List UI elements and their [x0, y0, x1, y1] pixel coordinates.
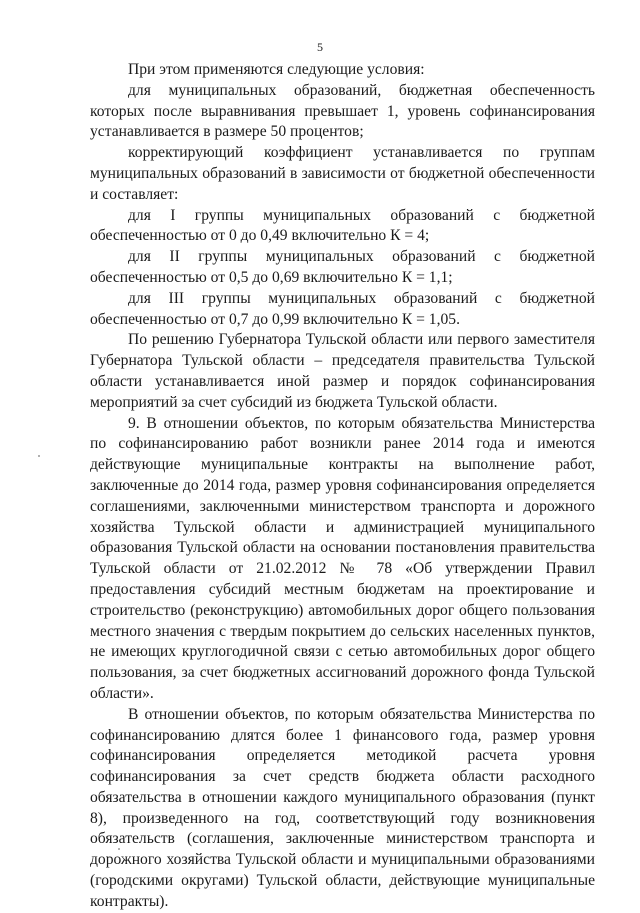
scan-speck: [38, 455, 40, 457]
paragraph-group-1: для I группы муниципальных образований с бюджетной обеспеченностью от 0 до 0,49 включительно К = 4;: [90, 206, 595, 245]
paragraph-conditions-intro: При этом применяются следующие условия:: [128, 61, 425, 78]
scan-speck: [118, 848, 120, 850]
paragraph-governor-decision: По решению Губернатора Тульской области или первого заместителя Губернатора Тульской области – председателя правительства Тульской области устанавливается иной размер и порядок софинансирования мероприятий за счет субсидий из бюджета Тульской области.: [90, 331, 595, 411]
paragraph-multiyear-obligations: В отношении объектов, по которым обязательства Министерства по софинансированию длятся более 1 финансового года, размер уровня софинансирования определяется методикой расчета уровня софинансирования за счет средств бюджета области расходного обязательства в отношении каждого муниципального образования (пункт 8), произведенного на год, соответствующий году возникновения обязательств (соглашения, заключенные министерством транспорта и дорожного хозяйства Тульской области и муниципальными образованиями (городскими округами) Тульской области, действующие муниципальные контракты).: [90, 705, 595, 910]
paragraph-condition-high-provision: для муниципальных образований, бюджетная обеспеченность которых после выравнивания превышает 1, уровень софинансирования устанавливается в размере 50 процентов;: [90, 81, 595, 141]
paragraph-item-9: 9. В отношении объектов, по которым обязательства Министерства по софинансированию работ возникли ранее 2014 года и имеются действующие муниципальные контракты на выполнение работ, заключенные до 2014 года, размер уровня софинансирования определяется соглашениями, заключенными министерством транспорта и дорожного хозяйства Тульской области и администрацией муниципального образования Тульской области на основании постановления правительства Тульской области от 21.02.2012 № 78 «Об утверждении Правил предоставления субсидий местным бюджетам на проектирование и строительство (реконструкцию) автомобильных дорог общего пользования местного значения с твердым покрытием до сельских населенных пунктов, не имеющих круглогодичной связи с сетью автомобильных дорог общего пользования, за счет бюджетных ассигнований дорожного фонда Тульской области».: [90, 414, 595, 702]
paragraph-group-2: для II группы муниципальных образований с бюджетной обеспеченностью от 0,5 до 0,69 включительно К = 1,1;: [90, 248, 595, 286]
paragraph-coefficient-intro: корректирующий коэффициент устанавливается по группам муниципальных образований в зависимости от бюджетной обеспеченности и составляет:: [90, 144, 595, 203]
paragraph-group-3: для III группы муниципальных образований с бюджетной обеспеченностью от 0,7 до 0,99 включительно К = 1,05.: [90, 289, 595, 328]
page-number: 5: [317, 40, 323, 54]
document-body: [90, 60, 595, 913]
